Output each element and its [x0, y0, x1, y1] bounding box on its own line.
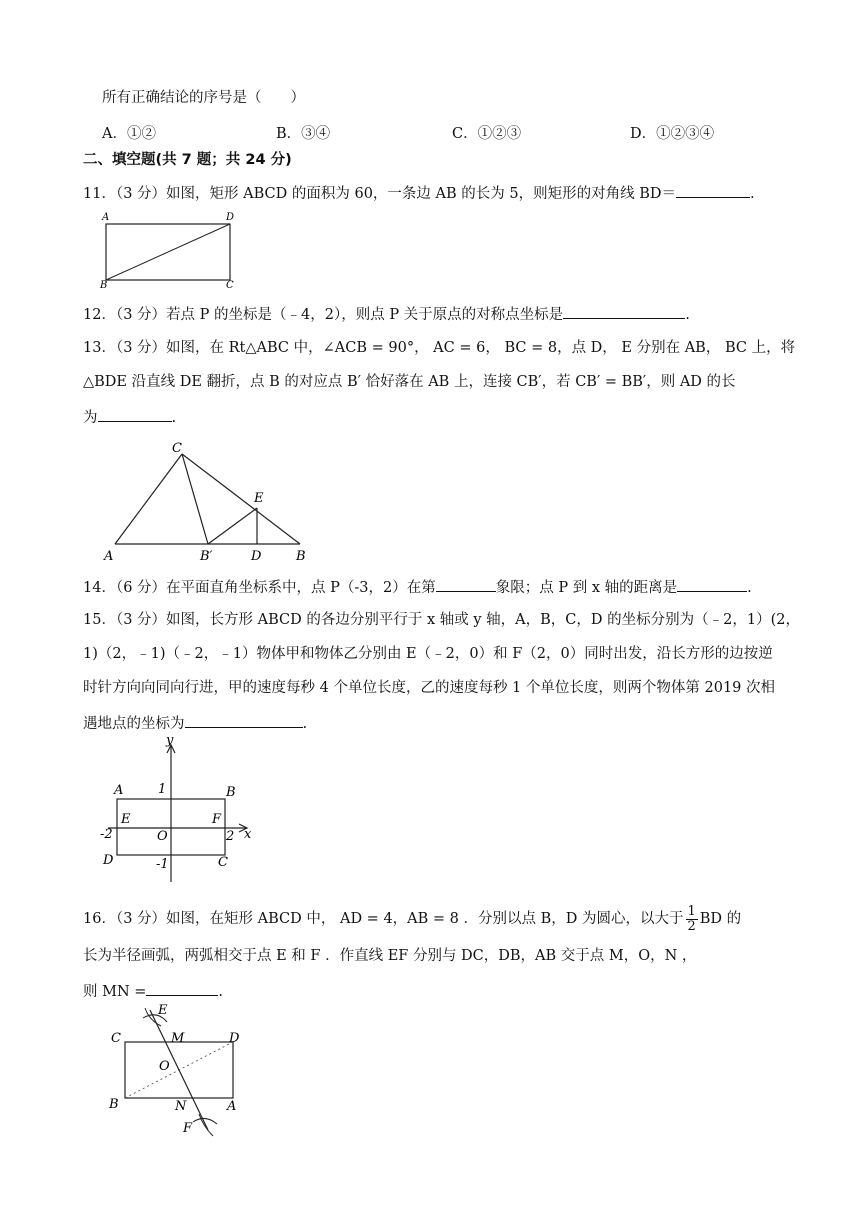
q11-text [83, 182, 755, 204]
q13-triangle-figure [100, 436, 315, 564]
q16-line-1b: BD 的 [699, 911, 742, 927]
q15-label-c: C [218, 855, 228, 870]
q13-label-d: D [251, 549, 262, 564]
q13-prefix: 为 [83, 410, 98, 426]
q16-label-m: M [171, 1031, 185, 1046]
q14-blank-2[interactable] [677, 576, 747, 592]
q10-option-c: C．①②③ [452, 126, 522, 142]
q16-label-e: E [158, 1003, 168, 1018]
q13-label-b: B [296, 549, 306, 564]
section-title: 二、填空题(共 7 题；共 24 分) [83, 152, 292, 168]
q15-prefix: 遇地点的坐标为 [83, 716, 185, 732]
q13-label-e: E [254, 491, 264, 506]
q15-coordinate-figure [96, 736, 261, 886]
q11-end: . [750, 186, 755, 202]
q15-label-o: O [157, 829, 168, 844]
q16-line-1 [83, 904, 741, 934]
q15-label-neg-two: -2 [100, 827, 113, 842]
q15-label-e: E [121, 812, 131, 827]
q15-label-x: x [244, 827, 252, 842]
q16-fraction [686, 905, 698, 934]
q16-label-a: A [227, 1099, 237, 1114]
q11-rectangle-figure [98, 210, 243, 290]
q10-option-b: B．③④ [276, 126, 331, 142]
q13-label-a: A [104, 549, 114, 564]
q15-line-2: 1)（2，﹣1)（﹣2，﹣1）物体甲和物体乙分别由 E（﹣2，0）和 F（2，0）同时出发，沿长方形的边按逆 [83, 646, 773, 662]
q16-construction-figure [105, 1002, 255, 1142]
q16-end: . [218, 984, 224, 1000]
q16-frac-num: 1 [687, 903, 696, 919]
q13-label-c: C [172, 441, 182, 456]
q15-line-4 [83, 712, 307, 734]
q16-answer-blank[interactable] [146, 980, 218, 996]
q15-end: . [302, 716, 308, 732]
q15-label-b: B [226, 785, 236, 800]
q11-question: 11．（3 分）如图，矩形 ABCD 的面积为 60，一条边 AB 的长为 5，则矩形的对角线 BD＝ [83, 186, 676, 202]
q13-line-3 [83, 406, 176, 428]
q15-label-y: y [166, 736, 174, 748]
q15-label-one: 1 [158, 782, 167, 797]
q14-part-2: 象限；点 P 到 x 轴的距离是 [495, 580, 678, 596]
q14-part-1: 14．（6 分）在平面直角坐标系中，点 P（-3，2）在第 [83, 580, 436, 596]
q16-frac-den: 2 [687, 918, 696, 934]
q15-label-d: D [103, 853, 114, 868]
q12-end: . [685, 307, 690, 323]
q16-label-f: F [183, 1121, 193, 1136]
q11-label-d: D [226, 212, 235, 223]
q16-line-1a: 16．（3 分）如图，在矩形 ABCD 中， AD = 4，AB = 8 ．分别以点 B，D 为圆心，以大于 [83, 911, 684, 927]
q14-blank-1[interactable] [436, 576, 496, 592]
q12-answer-blank[interactable] [563, 303, 685, 319]
q13-line-2: △BDE 沿直线 DE 翻折，点 B 的对应点 B′ 恰好落在 AB 上，连接 CB′，若 CB′ = BB′，则 AD 的长 [83, 374, 736, 390]
q16-line-3 [83, 980, 223, 1002]
q12-text [83, 303, 690, 325]
q10-option-d: D．①②③④ [630, 126, 715, 142]
q10-prompt: 所有正确结论的序号是（ ） [102, 90, 305, 106]
q13-line-1: 13．（3 分）如图，在 Rt△ABC 中，∠ACB = 90°， AC = 6， BC = 8，点 D， E 分别在 AB， BC 上，将 [83, 340, 796, 356]
q15-label-neg-one: -1 [156, 857, 169, 872]
q16-label-o: O [159, 1059, 170, 1074]
q13-answer-blank[interactable] [98, 406, 172, 422]
q10-option-a: A．①② [102, 126, 156, 142]
q15-label-a: A [114, 783, 124, 798]
q15-line-3: 时针方向向同向行进，甲的速度每秒 4 个单位长度，乙的速度每秒 1 个单位长度，则两个物体第 2019 次相 [83, 680, 776, 696]
q12-question: 12．（3 分）若点 P 的坐标是（﹣4，2），则点 P 关于原点的对称点坐标是 [83, 307, 564, 323]
q15-answer-blank[interactable] [185, 712, 303, 728]
q16-prefix: 则 MN = [83, 984, 147, 1000]
q14-end: . [747, 580, 752, 596]
q11-label-b: B [100, 280, 108, 290]
q15-line-1: 15．（3 分）如图，长方形 ABCD 的各边分别平行于 x 轴或 y 轴，A，B，C，D 的坐标分别为（﹣2，1）(2， [83, 612, 800, 628]
q16-label-n: N [175, 1099, 187, 1114]
q14-text [83, 576, 752, 598]
q11-answer-blank[interactable] [676, 182, 750, 198]
q11-label-c: C [226, 280, 234, 290]
q11-label-a: A [102, 212, 110, 223]
q16-label-c: C [111, 1031, 121, 1046]
q16-line-2: 长为半径画弧，两弧相交于点 E 和 F ．作直线 EF 分别与 DC，DB，AB 交于点 M，O，N ， [83, 948, 697, 964]
q16-label-d: D [229, 1031, 240, 1046]
q16-label-b: B [109, 1097, 119, 1112]
q15-label-two: 2 [226, 829, 235, 844]
q15-label-f: F [212, 812, 222, 827]
q13-end: . [171, 410, 177, 426]
q13-label-b-prime: B′ [200, 549, 213, 564]
